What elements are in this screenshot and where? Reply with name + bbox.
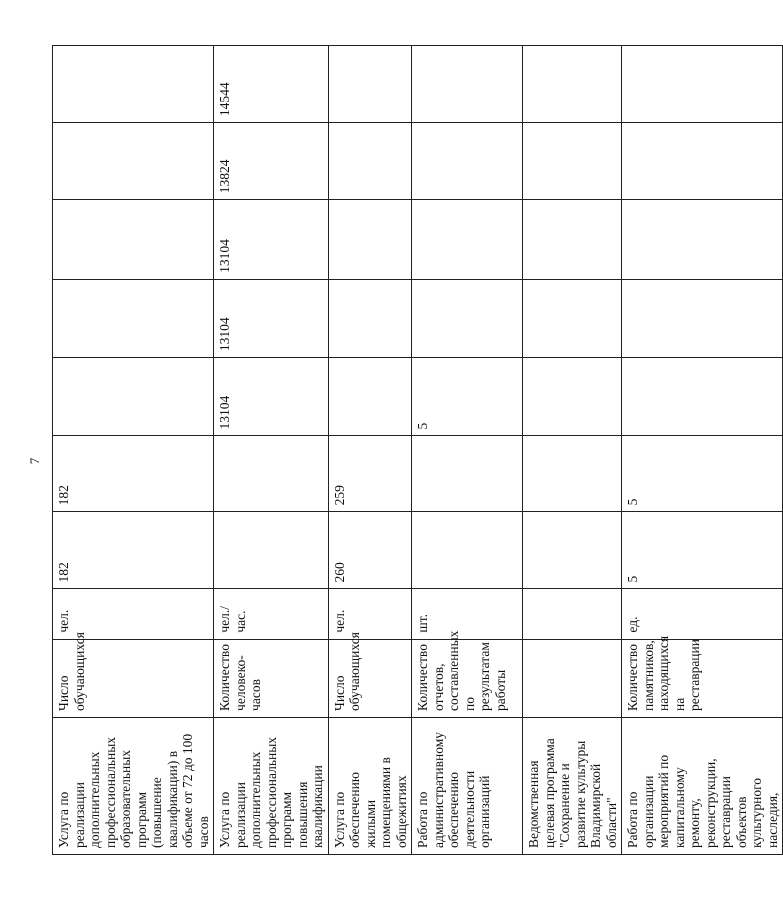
unit: чел. xyxy=(328,589,412,639)
value-cell xyxy=(53,123,214,200)
table-row xyxy=(53,46,214,855)
value-cell xyxy=(622,123,783,200)
service-name: Работа по административному обеспечению деятельности организаций xyxy=(412,717,523,854)
indicator-name: Количество человеко-часов xyxy=(214,639,329,717)
value-cell xyxy=(214,512,329,589)
value-cell xyxy=(214,436,329,512)
unit: чел. xyxy=(53,589,214,639)
program-name: Ведомственная целевая программа "Сохранение и развитие культуры Владимирской области" xyxy=(523,717,622,854)
value-cell: 13824 xyxy=(214,123,329,200)
value-cell xyxy=(412,436,523,512)
value-cell xyxy=(412,512,523,589)
value-cell: 260 xyxy=(328,512,412,589)
service-name: Услуга по реализации дополнительных профессиональных образовательных программ (повышение квалификации) в объеме от 72 до 100 часов xyxy=(53,717,214,854)
value-cell xyxy=(523,200,622,280)
indicator-name: Количество памятников, находящихся на реставрации xyxy=(622,639,783,717)
value-cell xyxy=(412,123,523,200)
value-cell xyxy=(53,46,214,123)
value-cell xyxy=(412,46,523,123)
unit: чел./час. xyxy=(214,589,329,639)
value-cell: 259 xyxy=(328,436,412,512)
unit: ед. xyxy=(622,589,783,639)
table-row xyxy=(412,46,523,855)
value-cell xyxy=(523,46,622,123)
value-cell: 13104 xyxy=(214,200,329,280)
value-cell xyxy=(523,436,622,512)
page-number: 7 xyxy=(27,457,42,465)
value-cell: 182 xyxy=(53,512,214,589)
value-cell xyxy=(328,123,412,200)
value-cell xyxy=(523,279,622,357)
value-cell: 5 xyxy=(622,436,783,512)
table-row xyxy=(622,46,783,855)
value-cell: 14544 xyxy=(214,46,329,123)
value-cell xyxy=(53,200,214,280)
value-cell xyxy=(622,200,783,280)
table-container xyxy=(52,45,780,855)
value-cell xyxy=(523,358,622,436)
table-row xyxy=(523,46,622,855)
value-cell xyxy=(328,358,412,436)
value-cell xyxy=(53,279,214,357)
value-cell xyxy=(622,358,783,436)
value-cell: 5 xyxy=(412,358,523,436)
value-cell xyxy=(53,358,214,436)
value-cell: 13104 xyxy=(214,358,329,436)
value-cell: 5 xyxy=(622,512,783,589)
value-cell xyxy=(328,279,412,357)
unit xyxy=(523,589,622,639)
service-name: Услуга по реализации дополнительных профессиональных программ повышения квалификации xyxy=(214,717,329,854)
indicator-name: Число обучающихся xyxy=(53,639,214,717)
rotated-table-frame xyxy=(52,45,780,855)
value-cell xyxy=(622,279,783,357)
value-cell xyxy=(523,123,622,200)
indicator-name: Число обучающихся xyxy=(328,639,412,717)
indicators-table xyxy=(52,45,783,855)
value-cell xyxy=(328,46,412,123)
value-cell xyxy=(523,512,622,589)
service-name: Работа по организации мероприятий по капитальному ремонту, реконструкции, реставрации объектов культурного наследия, xyxy=(622,717,783,854)
value-cell: 13104 xyxy=(214,279,329,357)
value-cell xyxy=(328,200,412,280)
value-cell xyxy=(412,200,523,280)
unit: шт. xyxy=(412,589,523,639)
indicator-name xyxy=(523,639,622,717)
table-row xyxy=(328,46,412,855)
value-cell: 182 xyxy=(53,436,214,512)
service-name: Услуга по обеспечению жилыми помещениями в общежитиях xyxy=(328,717,412,854)
indicator-name: Количество отчетов, составленных по результатам работы xyxy=(412,639,523,717)
value-cell xyxy=(412,279,523,357)
value-cell xyxy=(622,46,783,123)
table-row xyxy=(214,46,329,855)
